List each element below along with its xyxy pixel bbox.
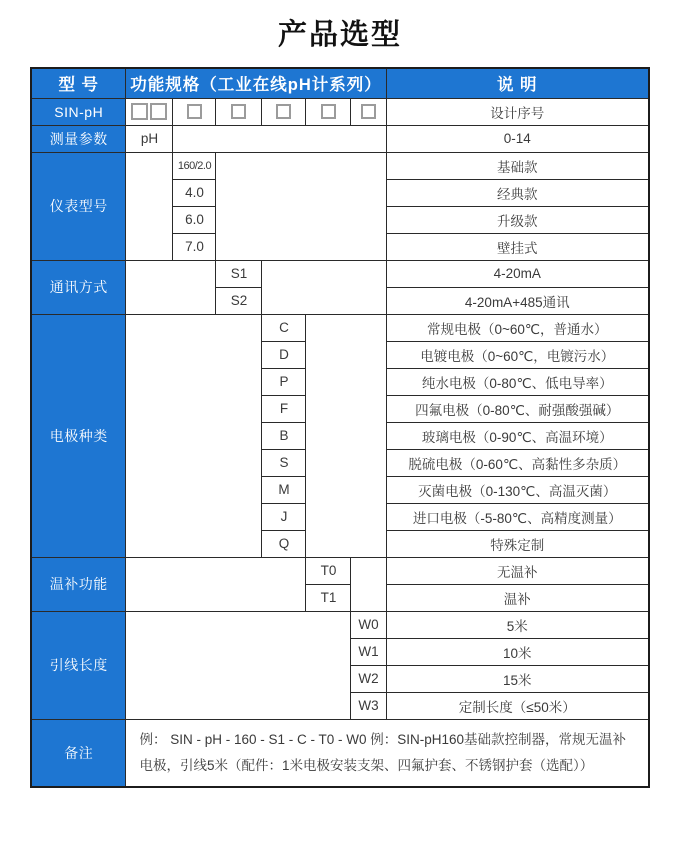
electrode-desc-cell: 脱硫电极（0-60℃、高黏性多杂质） — [386, 449, 649, 476]
meter-code-cell: 7.0 — [173, 233, 216, 260]
empty-cell — [216, 152, 386, 260]
empty-cell — [126, 611, 351, 719]
table-header-row — [31, 68, 649, 98]
header-model: 型 号 — [31, 68, 126, 98]
temp-code-cell: T0 — [306, 557, 351, 584]
electrode-desc-cell: 纯水电极（0-80℃、低电导率） — [386, 368, 649, 395]
note-row — [31, 719, 649, 787]
comm-code-cell: S1 — [216, 260, 262, 287]
temp-code-cell: T1 — [306, 584, 351, 611]
comm-code-cell: S2 — [216, 287, 262, 314]
electrode-code-cell: Q — [262, 530, 306, 557]
param-label: 测量参数 — [31, 125, 126, 152]
checkbox-icon — [231, 104, 246, 119]
electrode-desc-cell: 特殊定制 — [386, 530, 649, 557]
wire-desc-cell: 15米 — [386, 665, 649, 692]
serial-row — [31, 98, 649, 125]
serial-box-cell — [216, 98, 262, 125]
note-text: 例： SIN - pH - 160 - S1 - C - T0 - W0 例：SIN-pH160基础款控制器，常规无温补电极，引线5米（配件：1米电极安装支架、四氟护套、不锈钢护套（选配）） — [126, 719, 649, 787]
electrode-code-cell: M — [262, 476, 306, 503]
meter-row — [31, 152, 649, 179]
header-desc: 说 明 — [386, 68, 649, 98]
meter-desc-cell: 经典款 — [386, 179, 649, 206]
temp-desc-cell: 温补 — [386, 584, 649, 611]
empty-cell — [173, 125, 386, 152]
electrode-code-cell: D — [262, 341, 306, 368]
empty-cell — [126, 314, 262, 557]
product-selection-table — [30, 67, 650, 788]
electrode-desc-cell: 电镀电极（0~60℃，电镀污水） — [386, 341, 649, 368]
electrode-row — [31, 314, 649, 341]
comm-desc-cell: 4-20mA+485通讯 — [386, 287, 649, 314]
meter-desc-cell: 基础款 — [386, 152, 649, 179]
wire-code-cell: W3 — [351, 692, 386, 719]
param-desc: 0-14 — [386, 125, 649, 152]
page-title: 产品选型 — [277, 19, 402, 51]
empty-cell — [126, 260, 216, 314]
serial-box-cell — [173, 98, 216, 125]
comm-row — [31, 260, 649, 287]
checkbox-icon — [187, 104, 202, 119]
electrode-desc-cell: 进口电极（-5-80℃、高精度测量） — [386, 503, 649, 530]
param-row — [31, 125, 649, 152]
temp-desc-cell: 无温补 — [386, 557, 649, 584]
checkbox-icon — [321, 104, 336, 119]
serial-box-cell — [306, 98, 351, 125]
electrode-code-cell: S — [262, 449, 306, 476]
note-label: 备注 — [31, 719, 126, 787]
electrode-code-cell: P — [262, 368, 306, 395]
electrode-code-cell: J — [262, 503, 306, 530]
electrode-label: 电极种类 — [31, 314, 126, 557]
electrode-code-cell: C — [262, 314, 306, 341]
wire-code-cell: W2 — [351, 665, 386, 692]
empty-cell — [126, 152, 173, 260]
electrode-desc-cell: 四氟电极（0-80℃、耐强酸强碱） — [386, 395, 649, 422]
electrode-desc-cell: 常规电极（0~60℃，普通水） — [386, 314, 649, 341]
wire-desc-cell: 5米 — [386, 611, 649, 638]
meter-desc-cell: 壁挂式 — [386, 233, 649, 260]
wire-row — [31, 611, 649, 638]
electrode-desc-cell: 玻璃电极（0-90℃、高温环境） — [386, 422, 649, 449]
wire-code-cell: W0 — [351, 611, 386, 638]
param-code: pH — [126, 125, 173, 152]
meter-code-cell: 6.0 — [173, 206, 216, 233]
electrode-desc-cell: 灭菌电极（0-130℃、高温灭菌） — [386, 476, 649, 503]
temp-row — [31, 557, 649, 584]
empty-cell — [306, 314, 386, 557]
serial-box-cell — [351, 98, 386, 125]
electrode-code-cell: F — [262, 395, 306, 422]
serial-digits-cell — [126, 98, 173, 125]
checkbox-icon — [131, 103, 148, 120]
wire-desc-cell: 定制长度（≤50米） — [386, 692, 649, 719]
meter-desc-cell: 升级款 — [386, 206, 649, 233]
wire-desc-cell: 10米 — [386, 638, 649, 665]
header-spec: 功能规格（工业在线pH计系列） — [126, 68, 386, 98]
checkbox-icon — [150, 103, 167, 120]
checkbox-icon — [361, 104, 376, 119]
wire-code-cell: W1 — [351, 638, 386, 665]
comm-desc-cell: 4-20mA — [386, 260, 649, 287]
empty-cell — [126, 557, 306, 611]
meter-code-cell: 160/2.0 — [173, 152, 216, 179]
electrode-code-cell: B — [262, 422, 306, 449]
serial-box-cell — [262, 98, 306, 125]
meter-label: 仪表型号 — [31, 152, 126, 260]
empty-cell — [262, 260, 386, 314]
comm-label: 通讯方式 — [31, 260, 126, 314]
temp-label: 温补功能 — [31, 557, 126, 611]
wire-label: 引线长度 — [31, 611, 126, 719]
meter-code-cell: 4.0 — [173, 179, 216, 206]
serial-label: SIN-pH — [31, 98, 126, 125]
empty-cell — [351, 557, 386, 611]
serial-desc: 设计序号 — [386, 98, 649, 125]
checkbox-icon — [276, 104, 291, 119]
